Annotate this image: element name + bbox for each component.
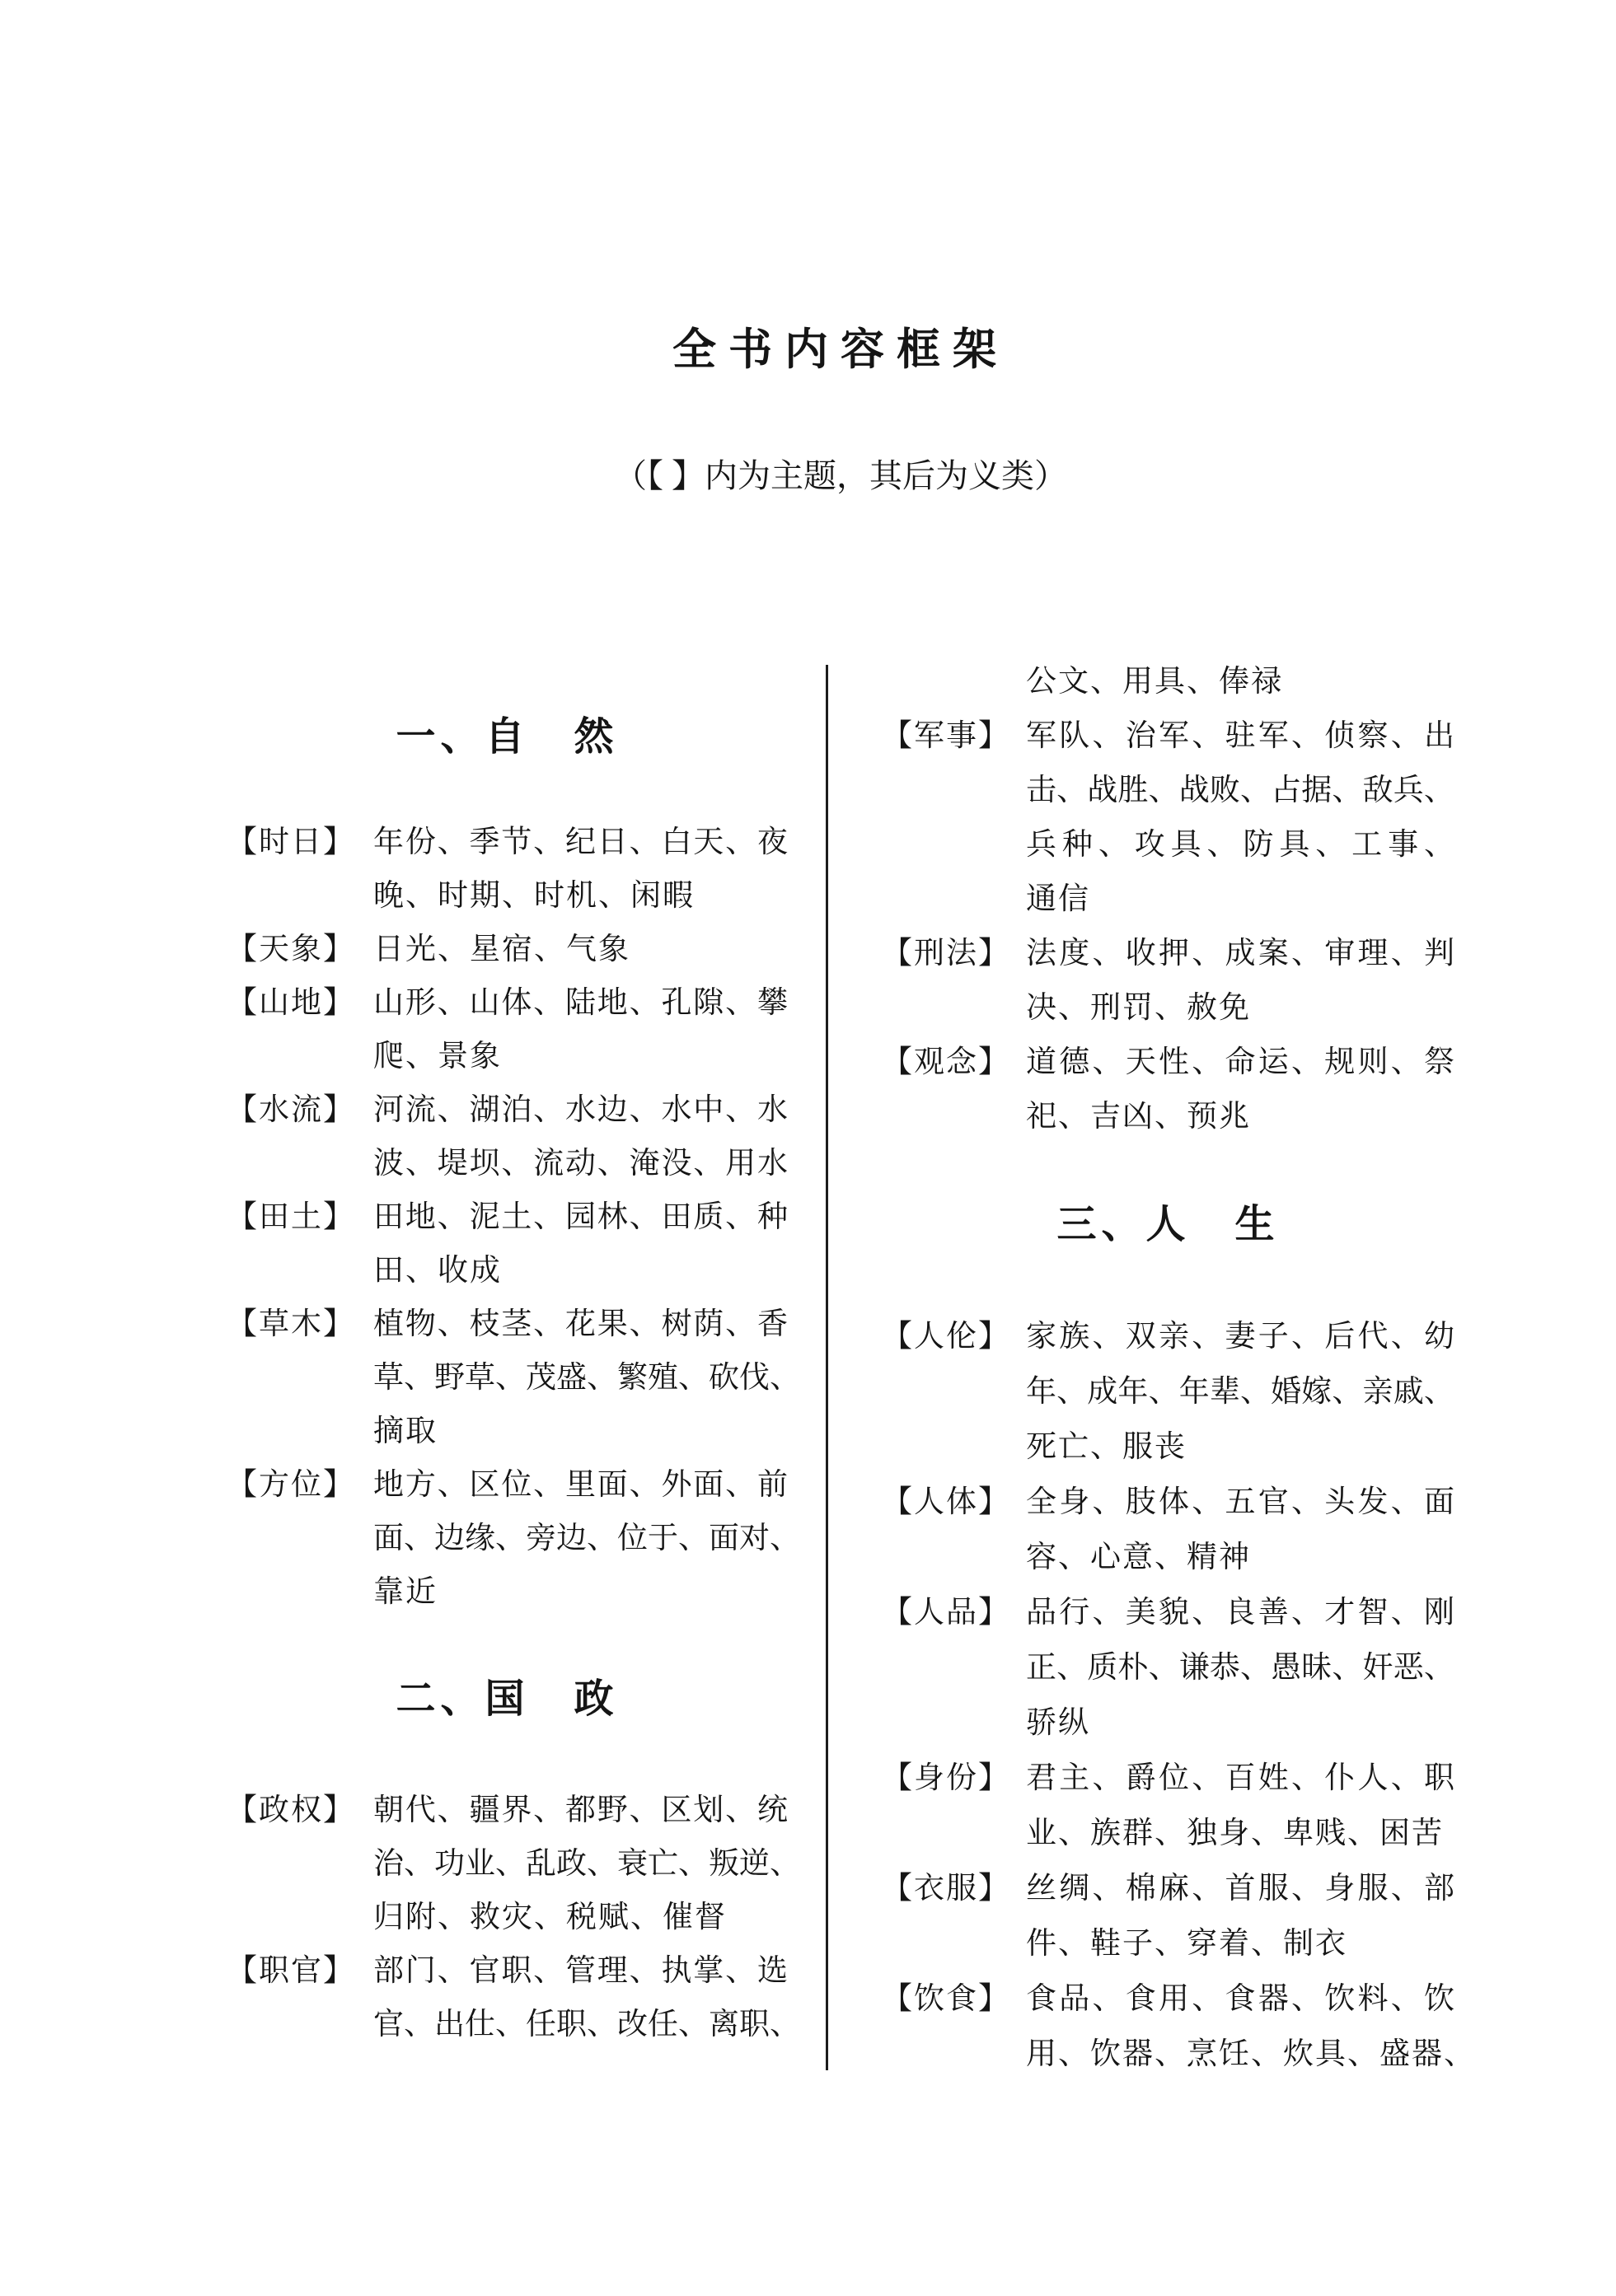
entry-line: 死亡、服丧 xyxy=(1026,1430,1187,1464)
entry-row xyxy=(227,1083,788,1190)
entry-content xyxy=(1026,709,1454,927)
entry-line: 靠近 xyxy=(373,1575,438,1609)
entry-topic-label: 【观念】 xyxy=(882,1045,1010,1079)
entry-line: 官 、 出 仕 、 任 职 、 改 任 、 离 职 、 xyxy=(373,2008,800,2041)
entry-content xyxy=(1026,1309,1454,1475)
entry-line: 草 、 野 草 、 茂 盛 、 繁 殖 、 砍 伐 、 xyxy=(373,1361,800,1395)
entry-line: 全 身 、 肢 体 、 五 官 、 头 发 、 面 xyxy=(1026,1485,1454,1519)
entry-topic-label: 【人伦】 xyxy=(882,1320,1010,1354)
entry-line: 田、收成 xyxy=(373,1254,502,1288)
entry-line: 面 、 边 缘 、 旁 边 、 位 于 、 面 对 、 xyxy=(373,1522,800,1555)
entry-topic-label: 【天象】 xyxy=(227,933,355,966)
entry-line: 件、鞋子、穿着、制衣 xyxy=(1026,1927,1347,1961)
entry-row xyxy=(882,1751,1454,1861)
column-divider-rule xyxy=(826,665,828,2070)
entry-line: 部 门 、 官 职 、 管 理 、 执 掌 、 选 xyxy=(373,1954,788,1988)
entry-topic-label: 【人品】 xyxy=(882,1596,1010,1630)
entry-line: 晚、时期、时机、闲暇 xyxy=(373,879,695,913)
entry-line: 田 地 、 泥 土 、 园 林 、 田 质 、 种 xyxy=(373,1200,788,1234)
right-column xyxy=(882,655,1476,2082)
entry-line: 年 份 、 季 节 、 纪 日 、 白 天 、 夜 xyxy=(373,825,788,859)
entry-topic-label: 【职官】 xyxy=(227,1954,355,1988)
entry-content xyxy=(373,1458,800,1619)
entry-content xyxy=(373,1190,788,1298)
entry-topic-label: 【方位】 xyxy=(227,1468,355,1502)
entry-line: 河 流 、 湖 泊 、 水 边 、 水 中 、 水 xyxy=(373,1093,788,1127)
entry-line: 食 品 、 食 用 、 食 器 、 饮 料 、 饮 xyxy=(1026,1982,1454,2016)
entry-line: 用、饮器、烹饪、炊具、盛器、 xyxy=(1026,2037,1476,2071)
entry-line: 正 、 质 朴 、 谦 恭 、 愚 昧 、 奸 恶 、 xyxy=(1026,1651,1454,1685)
entry-row xyxy=(227,1784,800,1944)
entry-line: 山 形 、 山 体 、 陆 地 、 孔 隙 、 攀 xyxy=(373,986,788,1020)
entry-line: 家 族 、 双 亲 、 妻 子 、 后 代 、 幼 xyxy=(1026,1320,1454,1354)
entry-content xyxy=(1026,655,1454,709)
entry-content xyxy=(373,1944,800,2051)
entry-line: 地 方 、 区 位 、 里 面 、 外 面 、 前 xyxy=(373,1468,788,1502)
entry-topic-label: 【政权】 xyxy=(227,1793,355,1827)
entry-topic-label: 【田土】 xyxy=(227,1200,355,1234)
entry-line: 公文、用具、俸禄 xyxy=(1026,665,1283,699)
entry-row xyxy=(227,1458,800,1619)
entry-line: 日光、星宿、气象 xyxy=(373,933,630,966)
entry-line: 祀、吉凶、预兆 xyxy=(1026,1100,1251,1134)
entry-content xyxy=(373,976,788,1083)
entry-topic-label: 【人体】 xyxy=(882,1485,1010,1519)
entry-line: 击 、 战 胜 、 战 败 、 占 据 、 敌 兵 、 xyxy=(1026,774,1454,807)
entry-row xyxy=(882,1309,1454,1475)
entry-row xyxy=(882,655,1454,709)
entry-topic-label: 【饮食】 xyxy=(882,1982,1010,2016)
entry-row xyxy=(882,1971,1476,2082)
entry-line: 爬、景象 xyxy=(373,1040,502,1073)
entry-row xyxy=(227,923,788,976)
entry-row xyxy=(882,1861,1454,1971)
entry-row xyxy=(227,976,788,1083)
entry-line: 丝 绸 、 棉 麻 、 首 服 、 身 服 、 部 xyxy=(1026,1872,1454,1906)
entry-content xyxy=(1026,1971,1476,2082)
entry-line: 军 队 、 治 军 、 驻 军 、 侦 察 、 出 xyxy=(1026,719,1454,753)
entry-line: 君 主 、 爵 位 、 百 姓 、 仆 人 、 职 xyxy=(1026,1761,1454,1795)
entry-topic-label xyxy=(882,655,1026,709)
entry-line: 兵 种 、 攻 具 、 防 具 、 工 事 、 xyxy=(1026,828,1454,862)
entry-row xyxy=(882,1475,1454,1585)
entry-topic-label: 【刑法】 xyxy=(882,937,1010,970)
entry-line: 植 物 、 枝 茎 、 花 果 、 树 荫 、 香 xyxy=(373,1307,788,1341)
entry-line: 骄纵 xyxy=(1026,1706,1090,1740)
entry-line: 品 行 、 美 貌 、 良 善 、 才 智 、 刚 xyxy=(1026,1596,1454,1630)
page-subtitle: （【 】内为主题，其后为义类） xyxy=(614,457,1067,494)
entry-content xyxy=(1026,1751,1454,1861)
page-title: 全书内容框架 xyxy=(672,326,1009,374)
entry-row xyxy=(882,927,1454,1036)
section-heading: 三、人 生 xyxy=(1056,1203,1280,1246)
entry-row xyxy=(227,1298,800,1458)
entry-line: 年 、 成 年 、 年 辈 、 婚 嫁 、 亲 戚 、 xyxy=(1026,1375,1454,1409)
entry-line: 通信 xyxy=(1026,882,1090,916)
entry-content xyxy=(373,1083,788,1190)
entry-line: 容、心意、精神 xyxy=(1026,1541,1251,1574)
entry-line: 业、族群、独身、卑贱、困苦 xyxy=(1026,1817,1444,1850)
entry-content xyxy=(1026,1861,1454,1971)
entry-row xyxy=(882,1036,1454,1144)
entry-content xyxy=(1026,1475,1454,1585)
entry-topic-label: 【草木】 xyxy=(227,1307,355,1341)
entry-line: 道 德 、 天 性 、 命 运 、 规 则 、 祭 xyxy=(1026,1045,1454,1079)
entry-content xyxy=(373,816,788,923)
entry-line: 治 、 功 业 、 乱 政 、 衰 亡 、 叛 逆 、 xyxy=(373,1847,800,1881)
entry-content xyxy=(1026,927,1454,1036)
entry-topic-label: 【衣服】 xyxy=(882,1872,1010,1906)
entry-topic-label: 【水流】 xyxy=(227,1093,355,1127)
entry-row xyxy=(227,816,788,923)
entry-topic-label: 【山地】 xyxy=(227,986,355,1020)
entry-topic-label: 【军事】 xyxy=(882,719,1010,753)
entry-row xyxy=(227,1944,800,2051)
entry-topic-label: 【身份】 xyxy=(882,1761,1010,1795)
section-heading: 一、自 然 xyxy=(396,715,619,759)
entry-line: 法 度 、 收 押 、 成 案 、 审 理 、 判 xyxy=(1026,937,1454,970)
entry-content xyxy=(373,1784,800,1944)
entry-row xyxy=(227,1190,788,1298)
entry-content xyxy=(373,1298,800,1458)
entry-row xyxy=(882,1585,1454,1751)
entry-line: 波 、 堤 坝 、 流 动 、 淹 没 、 用 水 xyxy=(373,1147,788,1181)
section-heading: 二、国 政 xyxy=(396,1677,619,1721)
entry-content xyxy=(1026,1585,1454,1751)
entry-row xyxy=(882,709,1454,927)
entry-line: 朝 代 、 疆 界 、 都 野 、 区 划 、 统 xyxy=(373,1793,788,1827)
entry-content xyxy=(373,923,788,976)
entry-line: 摘取 xyxy=(373,1415,438,1448)
entry-line: 决、刑罚、赦免 xyxy=(1026,991,1251,1025)
entry-line: 归附、救灾、税赋、催督 xyxy=(373,1901,727,1934)
entry-topic-label: 【时日】 xyxy=(227,825,355,859)
left-column xyxy=(227,710,800,2051)
entry-content xyxy=(1026,1036,1454,1144)
